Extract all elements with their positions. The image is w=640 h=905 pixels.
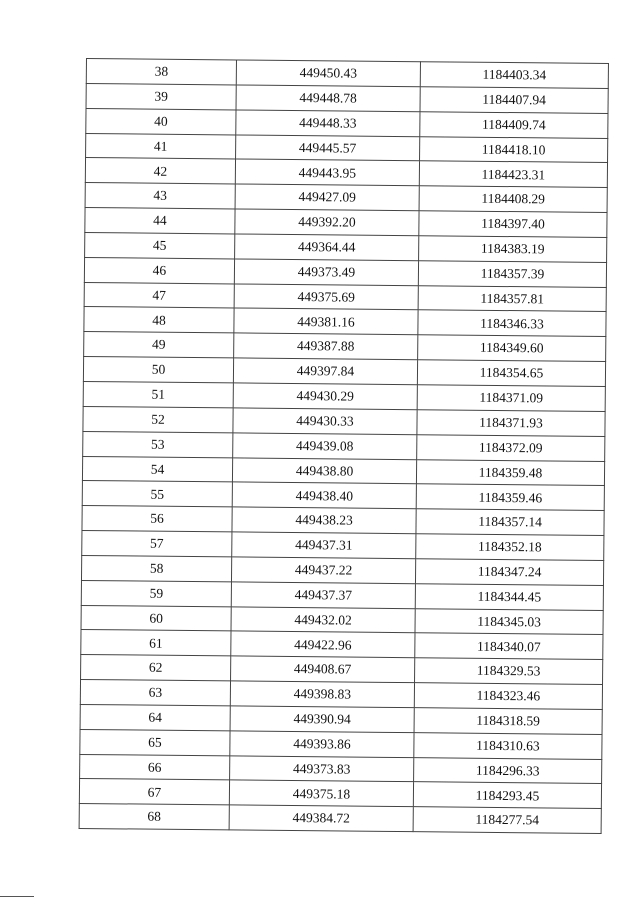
- y-coordinate-cell: 1184403.34: [420, 62, 608, 89]
- point-number-cell: 68: [79, 804, 229, 830]
- x-coordinate-cell: 449437.37: [231, 582, 415, 609]
- point-number-cell: 66: [80, 754, 230, 780]
- point-number-cell: 64: [80, 704, 230, 730]
- x-coordinate-cell: 449438.40: [232, 482, 416, 509]
- point-number-cell: 48: [84, 307, 234, 333]
- point-number-cell: 47: [84, 282, 234, 308]
- y-coordinate-cell: 1184352.18: [416, 534, 604, 561]
- y-coordinate-cell: 1184371.09: [417, 385, 605, 412]
- x-coordinate-cell: 449390.94: [230, 706, 414, 733]
- point-number-cell: 56: [82, 506, 232, 532]
- y-coordinate-cell: 1184409.74: [420, 111, 608, 138]
- x-coordinate-cell: 449392.20: [235, 209, 419, 236]
- x-coordinate-cell: 449387.88: [234, 333, 418, 360]
- y-coordinate-cell: 1184340.07: [415, 633, 603, 660]
- coordinates-table-wrapper: [79, 58, 608, 834]
- point-number-cell: 61: [81, 630, 231, 656]
- x-coordinate-cell: 449373.49: [234, 259, 418, 286]
- y-coordinate-cell: 1184357.39: [418, 260, 606, 287]
- point-number-cell: 59: [81, 580, 231, 606]
- x-coordinate-cell: 449384.72: [229, 805, 413, 832]
- point-number-cell: 58: [81, 555, 231, 581]
- y-coordinate-cell: 1184359.48: [416, 459, 604, 486]
- x-coordinate-cell: 449437.22: [231, 557, 415, 584]
- y-coordinate-cell: 1184344.45: [415, 583, 603, 610]
- point-number-cell: 53: [83, 431, 233, 457]
- y-coordinate-cell: 1184346.33: [418, 310, 606, 337]
- point-number-cell: 50: [83, 357, 233, 383]
- point-number-cell: 45: [85, 232, 235, 258]
- point-number-cell: 43: [85, 183, 235, 209]
- point-number-cell: 54: [82, 456, 232, 482]
- x-coordinate-cell: 449375.69: [234, 284, 418, 311]
- x-coordinate-cell: 449373.83: [230, 756, 414, 783]
- x-coordinate-cell: 449397.84: [233, 358, 417, 385]
- x-coordinate-cell: 449448.78: [236, 85, 420, 112]
- y-coordinate-cell: 1184345.03: [415, 608, 603, 635]
- coordinates-table-body: [79, 59, 608, 834]
- x-coordinate-cell: 449393.86: [230, 731, 414, 758]
- y-coordinate-cell: 1184310.63: [414, 732, 602, 759]
- x-coordinate-cell: 449408.67: [231, 656, 415, 683]
- y-coordinate-cell: 1184397.40: [419, 211, 607, 238]
- point-number-cell: 60: [81, 605, 231, 631]
- y-coordinate-cell: 1184371.93: [417, 410, 605, 437]
- point-number-cell: 40: [86, 108, 236, 134]
- x-coordinate-cell: 449432.02: [231, 606, 415, 633]
- y-coordinate-cell: 1184347.24: [415, 559, 603, 586]
- table-row: [79, 804, 601, 834]
- y-coordinate-cell: 1184354.65: [417, 360, 605, 387]
- coordinates-table: [79, 58, 609, 834]
- y-coordinate-cell: 1184418.10: [420, 136, 608, 163]
- x-coordinate-cell: 449439.08: [233, 433, 417, 460]
- point-number-cell: 65: [80, 729, 230, 755]
- point-number-cell: 63: [80, 680, 230, 706]
- point-number-cell: 46: [84, 257, 234, 283]
- x-coordinate-cell: 449375.18: [229, 780, 413, 807]
- footer-rule: [0, 896, 34, 897]
- x-coordinate-cell: 449398.83: [230, 681, 414, 708]
- x-coordinate-cell: 449445.57: [236, 134, 420, 161]
- x-coordinate-cell: 449381.16: [234, 308, 418, 335]
- y-coordinate-cell: 1184372.09: [417, 434, 605, 461]
- point-number-cell: 39: [86, 83, 236, 109]
- point-number-cell: 49: [84, 332, 234, 358]
- x-coordinate-cell: 449438.23: [232, 507, 416, 534]
- y-coordinate-cell: 1184359.46: [416, 484, 604, 511]
- point-number-cell: 55: [82, 481, 232, 507]
- y-coordinate-cell: 1184423.31: [419, 161, 607, 188]
- point-number-cell: 57: [82, 531, 232, 557]
- y-coordinate-cell: 1184383.19: [419, 236, 607, 263]
- y-coordinate-cell: 1184296.33: [414, 757, 602, 784]
- y-coordinate-cell: 1184357.81: [418, 285, 606, 312]
- y-coordinate-cell: 1184329.53: [415, 658, 603, 685]
- point-number-cell: 38: [86, 59, 236, 85]
- point-number-cell: 62: [81, 655, 231, 681]
- point-number-cell: 44: [85, 208, 235, 234]
- x-coordinate-cell: 449430.29: [233, 383, 417, 410]
- y-coordinate-cell: 1184318.59: [414, 708, 602, 735]
- y-coordinate-cell: 1184408.29: [419, 186, 607, 213]
- y-coordinate-cell: 1184349.60: [418, 335, 606, 362]
- x-coordinate-cell: 449437.31: [232, 532, 416, 559]
- point-number-cell: 67: [79, 779, 229, 805]
- x-coordinate-cell: 449438.80: [232, 457, 416, 484]
- x-coordinate-cell: 449430.33: [233, 408, 417, 435]
- x-coordinate-cell: 449427.09: [235, 184, 419, 211]
- x-coordinate-cell: 449422.96: [231, 631, 415, 658]
- y-coordinate-cell: 1184323.46: [414, 683, 602, 710]
- point-number-cell: 41: [86, 133, 236, 159]
- y-coordinate-cell: 1184277.54: [413, 807, 601, 834]
- x-coordinate-cell: 449443.95: [235, 159, 419, 186]
- x-coordinate-cell: 449450.43: [236, 60, 420, 87]
- x-coordinate-cell: 449448.33: [236, 110, 420, 137]
- y-coordinate-cell: 1184407.94: [420, 87, 608, 114]
- x-coordinate-cell: 449364.44: [235, 234, 419, 261]
- point-number-cell: 51: [83, 381, 233, 407]
- point-number-cell: 42: [85, 158, 235, 184]
- y-coordinate-cell: 1184357.14: [416, 509, 604, 536]
- point-number-cell: 52: [83, 406, 233, 432]
- y-coordinate-cell: 1184293.45: [413, 782, 601, 809]
